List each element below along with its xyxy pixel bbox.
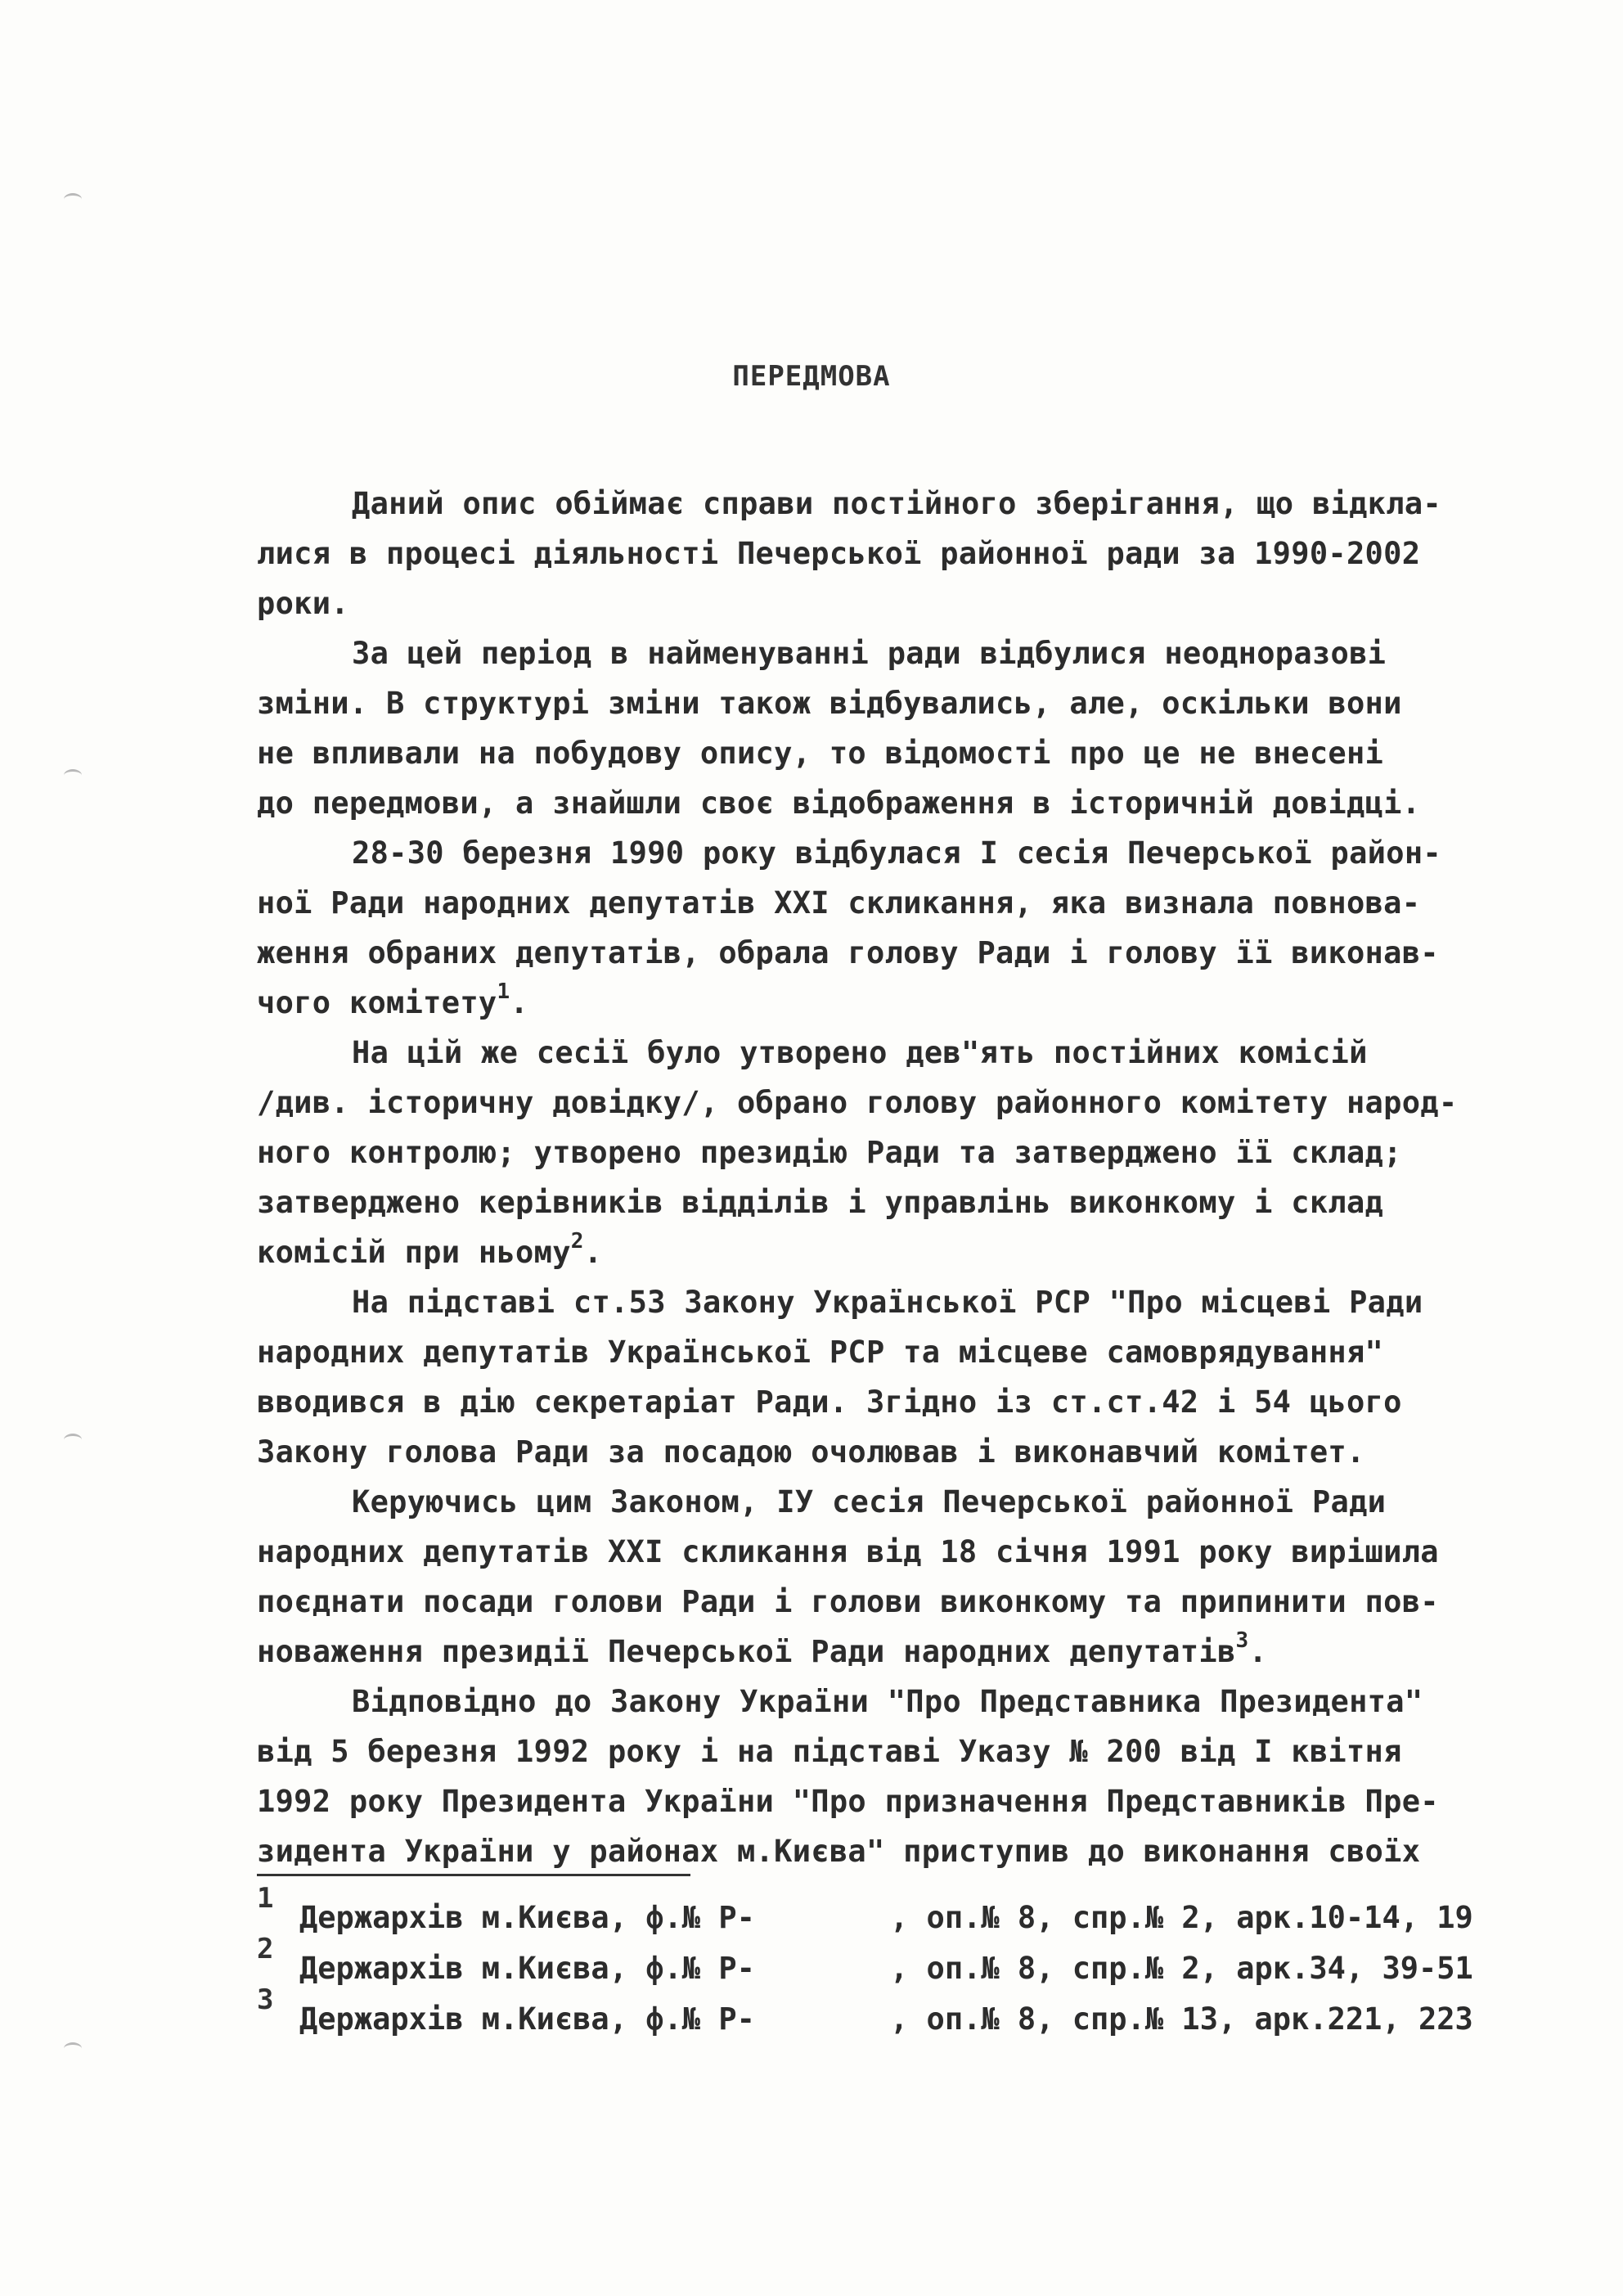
footnote-reference: , оп.№ 8, спр.№ 2, арк.34, 39-51 [890, 1951, 1473, 1986]
paragraph-1-line: роки. [257, 586, 349, 621]
footnote-ref-3: 3 [1235, 1628, 1249, 1653]
paragraph-2-line: За цей період в найменуванні ради відбулися неодноразові [352, 636, 1387, 671]
paragraph-6-end: . [1248, 1634, 1268, 1669]
paragraph-5-line: вводився в дію секретаріат Ради. Згідно із ст.ст.42 і 54 цього [257, 1384, 1402, 1420]
footnote-reference: , оп.№ 8, спр.№ 2, арк.10-14, 19 [890, 1900, 1473, 1935]
paragraph-6-line [257, 1628, 1268, 1669]
paragraph-6-line: Керуючись цим Законом, ІУ сесія Печерської районної Ради [352, 1484, 1387, 1519]
footnote-number: 1 [257, 1882, 274, 1915]
paragraph-7-line: від 5 березня 1992 року і на підставі Указу № 200 від І квітня [257, 1734, 1402, 1769]
paragraph-4-line [257, 1229, 603, 1270]
paragraph-3-text: чого комітету [257, 985, 497, 1020]
paragraph-5-line: Закону голова Ради за посадою очолював і виконавчий комітет. [257, 1434, 1365, 1470]
paragraph-7-line: 1992 року Президента України "Про призначення Представників Пре- [257, 1784, 1439, 1819]
paragraph-2-line: до передмови, а знайшли своє відображення в історичній довідці. [257, 786, 1421, 821]
paragraph-3-line: 28-30 березня 1990 року відбулася І сесія Печерської район- [352, 835, 1441, 871]
footnote-source: Держархів м.Києва, ф.№ Р- [299, 2001, 755, 2037]
paragraph-4-line: /див. історичну довідку/, обрано голову районного комітету народ- [257, 1085, 1458, 1120]
footnote-reference: , оп.№ 8, спр.№ 13, арк.221, 223 [890, 2001, 1473, 2037]
paragraph-6-text: новаження президії Печерської Ради народних депутатів [257, 1634, 1236, 1669]
paragraph-4-end: . [583, 1235, 603, 1270]
paragraph-4-line: На цій же сесії було утворено дев"ять постійних комісій [352, 1035, 1368, 1070]
paragraph-4-text: комісій при ньому [257, 1235, 571, 1270]
footnote-number: 2 [257, 1933, 274, 1965]
paragraph-4-line: затверджено керівників відділів і управлінь виконкому і склад [257, 1185, 1384, 1220]
footnote-source: Держархів м.Києва, ф.№ Р- [299, 1900, 755, 1935]
paragraph-3-line: ження обраних депутатів, обрала голову Ради і голову її виконав- [257, 935, 1439, 970]
paragraph-7-line: зидента України у районах м.Києва" приступив до виконання своїх [257, 1834, 1421, 1869]
footnote-number: 3 [257, 1983, 274, 2016]
paragraph-1-line: Даний опис обіймає справи постійного зберігання, що відкла- [352, 486, 1441, 521]
paragraph-6-line: народних депутатів XXI скликання від 18 січня 1991 року вирішила [257, 1534, 1439, 1569]
paragraph-6-line: поєднати посади голови Ради і голови виконкому та припинити пов- [257, 1584, 1439, 1619]
footnote-ref-2: 2 [570, 1229, 584, 1254]
paragraph-5-line: На підставі ст.53 Закону Української РСР "Про місцеві Ради [352, 1285, 1423, 1320]
paragraph-7-line: Відповідно до Закону України "Про Представника Президента" [352, 1684, 1423, 1719]
paragraph-4-line: ного контролю; утворено президію Ради та затверджено її склад; [257, 1135, 1402, 1170]
punch-hole-mark [64, 193, 82, 205]
paragraph-1-line: лися в процесі діяльності Печерської районної ради за 1990-2002 [257, 536, 1421, 571]
paragraph-3-line [257, 979, 529, 1020]
paragraph-3-line: ної Ради народних депутатів XXI скликання, яка визнала повнова- [257, 885, 1421, 921]
paragraph-2-line: зміни. В структурі зміни також відбувались, але, оскільки вони [257, 686, 1402, 721]
footnote-source: Держархів м.Києва, ф.№ Р- [299, 1951, 755, 1986]
punch-hole-mark [64, 769, 82, 781]
footnote-ref-1: 1 [497, 979, 510, 1004]
paragraph-2-line: не впливали на побудову опису, то відомості про це не внесені [257, 736, 1384, 771]
paragraph-5-line: народних депутатів Української РСР та місцеве самоврядування" [257, 1335, 1384, 1370]
footnote-divider [257, 1874, 690, 1876]
punch-hole-mark [64, 1434, 82, 1446]
punch-hole-mark [64, 2042, 82, 2055]
paragraph-3-end: . [510, 985, 529, 1020]
page-title: ПЕРЕДМОВА [732, 360, 891, 393]
